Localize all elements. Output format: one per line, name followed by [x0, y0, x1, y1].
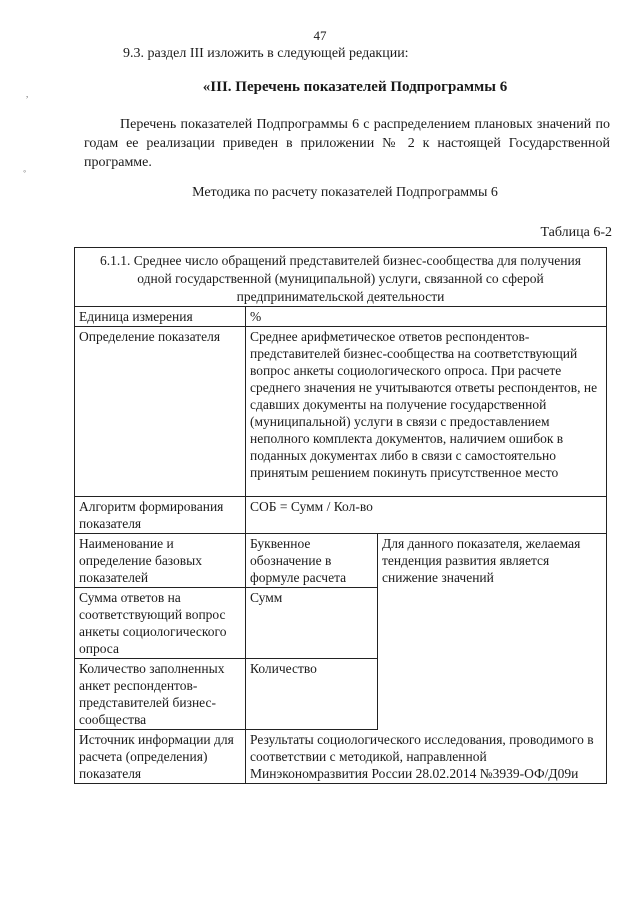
definition-label: Определение показателя: [75, 327, 246, 497]
section-heading: «III. Перечень показателей Подпрограммы 6: [202, 79, 508, 95]
table-caption: Таблица 6-2: [540, 225, 612, 240]
sum-symbol: Сумм: [246, 588, 378, 659]
source-value: Результаты социологического исследования, проводимого в соответствии с методикой, направленной Минэкономразвития России 28.02.2014 №3939-ОФ/Д09и: [246, 730, 607, 784]
table-row: [75, 730, 607, 784]
table-row: [75, 327, 607, 497]
sum-label: Сумма ответов на соответствующий вопрос анкеты социологического опроса: [75, 588, 246, 659]
section-paragraph: Перечень показателей Подпрограммы 6 с распределением плановых значений по годам ее реализации приведен в приложении № 2 к настоящей Государственной программе.: [84, 117, 610, 170]
unit-value: %: [246, 307, 607, 327]
page-number: 47: [313, 28, 327, 43]
algorithm-label: Алгоритм формирования показателя: [75, 497, 246, 534]
margin-mark: ◦: [23, 166, 27, 176]
count-symbol: Количество: [246, 659, 378, 730]
definition-value: Среднее арифметическое ответов респондентов-представителей бизнес-сообщества на соответствующий вопрос анкеты социологического опроса. При расчете среднего значения не учитываются ответы респондентов, не сдавших документы на получение государственной (муниципальной) услуги в связи с предоставлением неполного комплекта документов, наличием ошибок в поданных документах либо в связи с самостоятельно принятым решением покинуть присутственное место: [246, 327, 607, 497]
intro-line: 9.3. раздел III изложить в следующей редакции:: [123, 46, 409, 61]
table-row: [75, 248, 607, 307]
symbol-column-header: Буквенное обозначение в формуле расчета: [246, 534, 378, 588]
margin-mark: ,: [26, 89, 29, 99]
indicator-title: 6.1.1. Среднее число обращений представителей бизнес-сообщества для получения одной государственной (муниципальной) услуги, связанной со сферой предпринимательской деятельности: [75, 248, 607, 307]
table-row: [75, 497, 607, 534]
source-label: Источник информации для расчета (определения) показателя: [75, 730, 246, 784]
methodology-heading: Методика по расчету показателей Подпрограммы 6: [192, 185, 498, 200]
base-indicators-label: Наименование и определение базовых показателей: [75, 534, 246, 588]
count-label: Количество заполненных анкет респондентов-представителей бизнес-сообщества: [75, 659, 246, 730]
trend-note: Для данного показателя, желаемая тенденция развития является снижение значений: [378, 534, 607, 730]
table-row: [75, 534, 607, 588]
algorithm-value: СОБ = Сумм / Кол-во: [246, 497, 607, 534]
unit-label: Единица измерения: [75, 307, 246, 327]
table-row: [75, 307, 607, 327]
indicator-table: [74, 247, 607, 784]
